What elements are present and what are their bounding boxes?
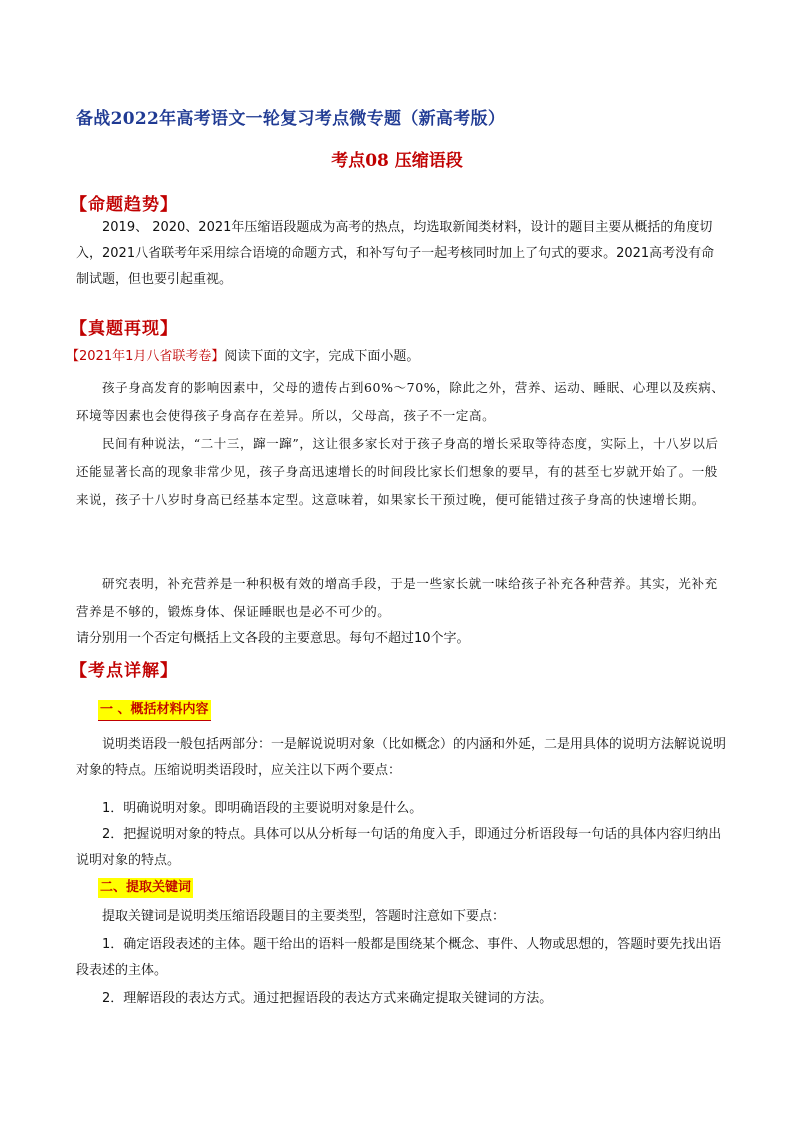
- summarize-point-2: 2．把握说明对象的特点。具体可以从分析每一句话的角度入手，即通过分析语段每一句话的具体内容归纳出说明对象的特点。: [76, 827, 722, 868]
- question-text: 请分别用一个否定句概括上文各段的主要意思。每句不超过10个字。: [76, 631, 470, 646]
- keywords-point-1: 1．确定语段表述的主体。题干给出的语料一般都是围绕某个概念、事件、人物或思想的，答题时要先找出语段表述的主体。: [76, 937, 722, 978]
- section-heading-real: 【真题再现】: [70, 319, 178, 339]
- trend-paragraph: 2019、 2020、2021年压缩语段题成为高考的热点，均选取新闻类材料，设计的题目主要从概括的角度切入，2021八省联考年采用综合语境的命题方式，和补写句子一起考核同时加上了句式的要求。2021高考没有命制试题，但也要引起重视。: [76, 220, 715, 287]
- summarize-intro: 说明类语段一般包括两部分：一是解说说明对象（比如概念）的内涵和外延，二是用具体的说明方法解说说明对象的特点。压缩说明类语段时，应关注以下两个要点：: [76, 737, 727, 778]
- quote-paragraph-2: 民间有种说法，“二十三，蹿一蹿”，这让很多家长对于孩子身高的增长采取等待态度，实际上，十八岁以后还能显著长高的现象非常少见，孩子身高迅速增长的时间段比家长们想象的要早，有的甚至七岁就开始了。一般来说，孩子十八岁时身高已经基本定型。这意味着，如果家长干预过晚，便可能错过孩子身高的快速增长期。: [76, 436, 719, 507]
- summarize-point-1: 1．明确说明对象。即明确语段的主要说明对象是什么。: [102, 801, 423, 816]
- topic-title: 考点08 压缩语段: [331, 151, 463, 171]
- real-intro-line: [66, 344, 716, 370]
- reading-instruction: 阅读下面的文字，完成下面小题。: [224, 349, 420, 364]
- quote-paragraph-1: 孩子身高发育的影响因素中，父母的遗传占到60%～70%，除此之外，营养、运动、睡眠、心理以及疾病、环境等因素也会使得孩子身高存在差异。所以，父母高，孩子不一定高。: [76, 380, 725, 423]
- document-title: 备战2022年高考语文一轮复习考点微专题（新高考版）: [76, 109, 506, 129]
- subheading-summarize: 一 、概括材料内容: [98, 700, 211, 721]
- exam-source: 【2021年1月八省联考卷】: [66, 349, 225, 364]
- subheading-keywords: 二、提取关键词: [98, 878, 193, 898]
- section-heading-detail: 【考点详解】: [70, 661, 178, 681]
- keywords-point-2: 2．理解语段的表达方式。通过把握语段的表达方式来确定提取关键词的方法。: [102, 991, 553, 1006]
- quote-paragraph-3: 研究表明，补充营养是一种积极有效的增高手段，于是一些家长就一味给孩子补充各种营养。其实，光补充营养是不够的，锻炼身体、保证睡眠也是必不可少的。: [76, 576, 718, 619]
- section-heading-trend: 【命题趋势】: [70, 195, 178, 215]
- keywords-intro: 提取关键词是说明类压缩语段题目的主要类型，答题时注意如下要点：: [102, 909, 506, 924]
